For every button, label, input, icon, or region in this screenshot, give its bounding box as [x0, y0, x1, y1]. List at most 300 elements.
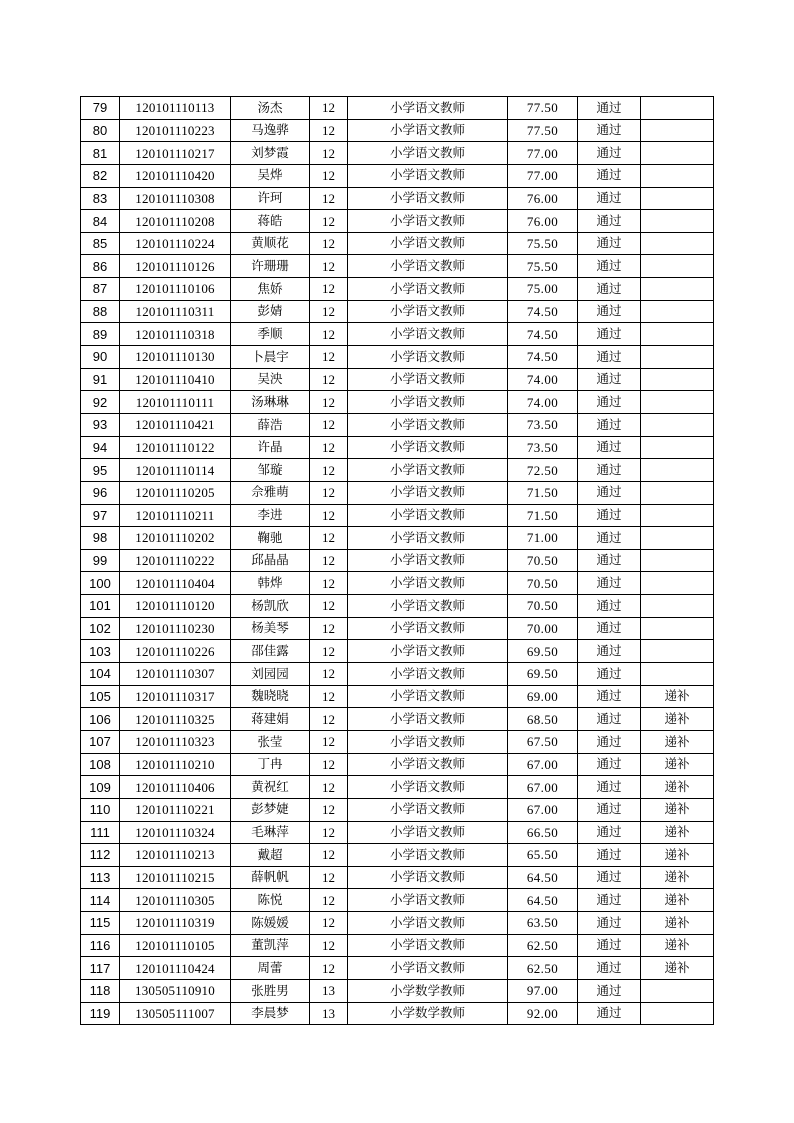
row-number-cell: 110 — [81, 798, 120, 821]
score-cell: 75.50 — [508, 255, 578, 278]
position-cell: 小学语文教师 — [348, 164, 508, 187]
post-code-cell: 12 — [310, 368, 348, 391]
post-code-cell: 12 — [310, 595, 348, 618]
result-cell: 通过 — [578, 821, 641, 844]
post-code-cell: 12 — [310, 912, 348, 935]
table-row — [81, 413, 714, 436]
score-cell: 71.50 — [508, 504, 578, 527]
table-row — [81, 708, 714, 731]
row-number-cell: 87 — [81, 278, 120, 301]
score-cell: 77.00 — [508, 142, 578, 165]
note-cell — [641, 255, 714, 278]
post-code-cell: 12 — [310, 776, 348, 799]
note-cell — [641, 97, 714, 120]
row-number-cell: 111 — [81, 821, 120, 844]
candidate-name-cell: 邱晶晶 — [231, 549, 310, 572]
post-code-cell: 12 — [310, 685, 348, 708]
candidate-id-cell: 120101110404 — [120, 572, 231, 595]
post-code-cell: 12 — [310, 572, 348, 595]
candidate-name-cell: 黄顺花 — [231, 232, 310, 255]
candidate-id-cell: 120101110217 — [120, 142, 231, 165]
candidate-name-cell: 焦娇 — [231, 278, 310, 301]
result-cell: 通过 — [578, 504, 641, 527]
note-cell — [641, 481, 714, 504]
post-code-cell: 12 — [310, 413, 348, 436]
score-cell: 75.50 — [508, 232, 578, 255]
note-cell: 递补 — [641, 776, 714, 799]
row-number-cell: 80 — [81, 119, 120, 142]
candidate-id-cell: 120101110319 — [120, 912, 231, 935]
note-cell: 递补 — [641, 889, 714, 912]
post-code-cell: 12 — [310, 866, 348, 889]
result-cell: 通过 — [578, 798, 641, 821]
score-cell: 63.50 — [508, 912, 578, 935]
result-cell: 通过 — [578, 119, 641, 142]
post-code-cell: 12 — [310, 957, 348, 980]
note-cell: 递补 — [641, 912, 714, 935]
table-row — [81, 889, 714, 912]
result-cell: 通过 — [578, 459, 641, 482]
post-code-cell: 12 — [310, 391, 348, 414]
position-cell: 小学语文教师 — [348, 346, 508, 369]
table-row — [81, 391, 714, 414]
result-cell: 通过 — [578, 1002, 641, 1025]
row-number-cell: 116 — [81, 934, 120, 957]
table-row — [81, 527, 714, 550]
candidate-id-cell: 120101110205 — [120, 481, 231, 504]
table-row — [81, 278, 714, 301]
post-code-cell: 12 — [310, 798, 348, 821]
note-cell — [641, 979, 714, 1002]
candidate-id-cell: 120101110215 — [120, 866, 231, 889]
candidate-id-cell: 120101110114 — [120, 459, 231, 482]
position-cell: 小学语文教师 — [348, 957, 508, 980]
note-cell — [641, 300, 714, 323]
table-row — [81, 934, 714, 957]
score-cell: 66.50 — [508, 821, 578, 844]
position-cell: 小学语文教师 — [348, 708, 508, 731]
position-cell: 小学语文教师 — [348, 640, 508, 663]
score-cell: 75.00 — [508, 278, 578, 301]
table-row — [81, 957, 714, 980]
note-cell — [641, 527, 714, 550]
candidate-name-cell: 邵佳露 — [231, 640, 310, 663]
note-cell — [641, 346, 714, 369]
candidate-name-cell: 汤琳琳 — [231, 391, 310, 414]
score-cell: 64.50 — [508, 866, 578, 889]
table-row — [81, 866, 714, 889]
score-cell: 73.50 — [508, 436, 578, 459]
score-cell: 69.50 — [508, 663, 578, 686]
post-code-cell: 12 — [310, 821, 348, 844]
note-cell — [641, 368, 714, 391]
table-row — [81, 821, 714, 844]
table-row — [81, 776, 714, 799]
candidate-name-cell: 张莹 — [231, 730, 310, 753]
post-code-cell: 12 — [310, 753, 348, 776]
position-cell: 小学语文教师 — [348, 866, 508, 889]
result-cell: 通过 — [578, 957, 641, 980]
result-cell: 通过 — [578, 97, 641, 120]
post-code-cell: 12 — [310, 164, 348, 187]
post-code-cell: 12 — [310, 142, 348, 165]
table-row — [81, 798, 714, 821]
position-cell: 小学语文教师 — [348, 97, 508, 120]
candidate-name-cell: 刘园园 — [231, 663, 310, 686]
score-cell: 70.50 — [508, 595, 578, 618]
row-number-cell: 104 — [81, 663, 120, 686]
position-cell: 小学语文教师 — [348, 459, 508, 482]
post-code-cell: 12 — [310, 730, 348, 753]
candidate-name-cell: 刘梦霞 — [231, 142, 310, 165]
row-number-cell: 118 — [81, 979, 120, 1002]
results-table — [80, 96, 714, 1025]
position-cell: 小学语文教师 — [348, 572, 508, 595]
row-number-cell: 82 — [81, 164, 120, 187]
candidate-id-cell: 120101110305 — [120, 889, 231, 912]
candidate-name-cell: 魏晓晓 — [231, 685, 310, 708]
row-number-cell: 85 — [81, 232, 120, 255]
table-row — [81, 142, 714, 165]
post-code-cell: 12 — [310, 300, 348, 323]
table-row — [81, 346, 714, 369]
result-cell: 通过 — [578, 595, 641, 618]
position-cell: 小学语文教师 — [348, 685, 508, 708]
position-cell: 小学语文教师 — [348, 255, 508, 278]
score-cell: 62.50 — [508, 934, 578, 957]
candidate-id-cell: 120101110307 — [120, 663, 231, 686]
candidate-name-cell: 蒋皓 — [231, 210, 310, 233]
position-cell: 小学语文教师 — [348, 119, 508, 142]
score-cell: 70.50 — [508, 549, 578, 572]
candidate-id-cell: 120101110105 — [120, 934, 231, 957]
candidate-id-cell: 120101110208 — [120, 210, 231, 233]
score-cell: 76.00 — [508, 187, 578, 210]
candidate-id-cell: 120101110106 — [120, 278, 231, 301]
table-row — [81, 730, 714, 753]
post-code-cell: 12 — [310, 346, 348, 369]
candidate-id-cell: 120101110113 — [120, 97, 231, 120]
candidate-id-cell: 120101110202 — [120, 527, 231, 550]
score-cell: 72.50 — [508, 459, 578, 482]
position-cell: 小学语文教师 — [348, 323, 508, 346]
candidate-id-cell: 120101110213 — [120, 844, 231, 867]
table-row — [81, 595, 714, 618]
position-cell: 小学语文教师 — [348, 187, 508, 210]
post-code-cell: 12 — [310, 527, 348, 550]
score-cell: 69.50 — [508, 640, 578, 663]
result-cell: 通过 — [578, 708, 641, 731]
note-cell: 递补 — [641, 934, 714, 957]
candidate-name-cell: 卜晨宇 — [231, 346, 310, 369]
candidate-name-cell: 汤杰 — [231, 97, 310, 120]
result-cell: 通过 — [578, 142, 641, 165]
position-cell: 小学数学教师 — [348, 979, 508, 1002]
table-row — [81, 844, 714, 867]
candidate-id-cell: 120101110410 — [120, 368, 231, 391]
candidate-name-cell: 蒋建娟 — [231, 708, 310, 731]
score-cell: 62.50 — [508, 957, 578, 980]
table-row — [81, 164, 714, 187]
row-number-cell: 102 — [81, 617, 120, 640]
result-cell: 通过 — [578, 617, 641, 640]
table-row — [81, 210, 714, 233]
note-cell — [641, 640, 714, 663]
row-number-cell: 83 — [81, 187, 120, 210]
score-cell: 64.50 — [508, 889, 578, 912]
table-row — [81, 1002, 714, 1025]
score-cell: 71.00 — [508, 527, 578, 550]
score-cell: 74.00 — [508, 368, 578, 391]
score-cell: 76.00 — [508, 210, 578, 233]
position-cell: 小学语文教师 — [348, 142, 508, 165]
row-number-cell: 84 — [81, 210, 120, 233]
row-number-cell: 93 — [81, 413, 120, 436]
table-row — [81, 685, 714, 708]
post-code-cell: 13 — [310, 979, 348, 1002]
row-number-cell: 100 — [81, 572, 120, 595]
candidate-name-cell: 毛琳萍 — [231, 821, 310, 844]
result-cell: 通过 — [578, 572, 641, 595]
position-cell: 小学语文教师 — [348, 595, 508, 618]
note-cell: 递补 — [641, 866, 714, 889]
candidate-name-cell: 周蕾 — [231, 957, 310, 980]
candidate-name-cell: 许珊珊 — [231, 255, 310, 278]
row-number-cell: 108 — [81, 753, 120, 776]
score-cell: 74.50 — [508, 346, 578, 369]
candidate-name-cell: 丁冉 — [231, 753, 310, 776]
candidate-name-cell: 薛浩 — [231, 413, 310, 436]
candidate-id-cell: 120101110111 — [120, 391, 231, 414]
result-cell: 通过 — [578, 187, 641, 210]
table-row — [81, 617, 714, 640]
candidate-id-cell: 120101110122 — [120, 436, 231, 459]
post-code-cell: 12 — [310, 119, 348, 142]
candidate-name-cell: 陈媛媛 — [231, 912, 310, 935]
score-cell: 71.50 — [508, 481, 578, 504]
table-row — [81, 97, 714, 120]
post-code-cell: 12 — [310, 232, 348, 255]
score-cell: 74.50 — [508, 323, 578, 346]
post-code-cell: 12 — [310, 663, 348, 686]
row-number-cell: 98 — [81, 527, 120, 550]
post-code-cell: 12 — [310, 889, 348, 912]
post-code-cell: 12 — [310, 436, 348, 459]
candidate-name-cell: 邹璇 — [231, 459, 310, 482]
position-cell: 小学语文教师 — [348, 549, 508, 572]
table-row — [81, 912, 714, 935]
candidate-name-cell: 张胜男 — [231, 979, 310, 1002]
score-cell: 67.00 — [508, 753, 578, 776]
note-cell: 递补 — [641, 708, 714, 731]
candidate-name-cell: 杨美琴 — [231, 617, 310, 640]
note-cell — [641, 391, 714, 414]
candidate-id-cell: 120101110323 — [120, 730, 231, 753]
row-number-cell: 106 — [81, 708, 120, 731]
candidate-id-cell: 120101110223 — [120, 119, 231, 142]
row-number-cell: 92 — [81, 391, 120, 414]
score-cell: 68.50 — [508, 708, 578, 731]
note-cell — [641, 617, 714, 640]
candidate-name-cell: 薛帆帆 — [231, 866, 310, 889]
note-cell: 递补 — [641, 821, 714, 844]
post-code-cell: 12 — [310, 278, 348, 301]
result-cell: 通过 — [578, 889, 641, 912]
score-cell: 70.00 — [508, 617, 578, 640]
row-number-cell: 79 — [81, 97, 120, 120]
position-cell: 小学语文教师 — [348, 413, 508, 436]
post-code-cell: 12 — [310, 323, 348, 346]
result-cell: 通过 — [578, 776, 641, 799]
candidate-id-cell: 120101110311 — [120, 300, 231, 323]
score-cell: 77.50 — [508, 119, 578, 142]
table-row — [81, 481, 714, 504]
result-cell: 通过 — [578, 640, 641, 663]
results-table-body — [81, 97, 714, 1025]
score-cell: 67.00 — [508, 776, 578, 799]
candidate-id-cell: 130505110910 — [120, 979, 231, 1002]
result-cell: 通过 — [578, 912, 641, 935]
post-code-cell: 12 — [310, 255, 348, 278]
post-code-cell: 12 — [310, 934, 348, 957]
note-cell: 递补 — [641, 685, 714, 708]
position-cell: 小学语文教师 — [348, 527, 508, 550]
result-cell: 通过 — [578, 436, 641, 459]
note-cell — [641, 1002, 714, 1025]
candidate-id-cell: 120101110126 — [120, 255, 231, 278]
result-cell: 通过 — [578, 844, 641, 867]
row-number-cell: 117 — [81, 957, 120, 980]
result-cell: 通过 — [578, 663, 641, 686]
row-number-cell: 107 — [81, 730, 120, 753]
candidate-id-cell: 120101110224 — [120, 232, 231, 255]
score-cell: 69.00 — [508, 685, 578, 708]
candidate-id-cell: 120101110406 — [120, 776, 231, 799]
candidate-name-cell: 李晨梦 — [231, 1002, 310, 1025]
result-cell: 通过 — [578, 300, 641, 323]
candidate-id-cell: 120101110226 — [120, 640, 231, 663]
result-cell: 通过 — [578, 346, 641, 369]
result-cell: 通过 — [578, 481, 641, 504]
row-number-cell: 94 — [81, 436, 120, 459]
score-cell: 74.50 — [508, 300, 578, 323]
result-cell: 通过 — [578, 979, 641, 1002]
position-cell: 小学语文教师 — [348, 391, 508, 414]
result-cell: 通过 — [578, 164, 641, 187]
score-cell: 97.00 — [508, 979, 578, 1002]
position-cell: 小学语文教师 — [348, 663, 508, 686]
candidate-name-cell: 许珂 — [231, 187, 310, 210]
score-cell: 70.50 — [508, 572, 578, 595]
result-cell: 通过 — [578, 232, 641, 255]
table-row — [81, 300, 714, 323]
note-cell — [641, 278, 714, 301]
table-row — [81, 753, 714, 776]
candidate-id-cell: 120101110211 — [120, 504, 231, 527]
table-row — [81, 572, 714, 595]
note-cell — [641, 663, 714, 686]
score-cell: 73.50 — [508, 413, 578, 436]
candidate-id-cell: 120101110324 — [120, 821, 231, 844]
candidate-name-cell: 吴泱 — [231, 368, 310, 391]
candidate-name-cell: 佘雅萌 — [231, 481, 310, 504]
candidate-id-cell: 120101110221 — [120, 798, 231, 821]
table-row — [81, 232, 714, 255]
candidate-id-cell: 120101110230 — [120, 617, 231, 640]
candidate-name-cell: 吴烨 — [231, 164, 310, 187]
candidate-name-cell: 黄祝红 — [231, 776, 310, 799]
post-code-cell: 12 — [310, 481, 348, 504]
note-cell — [641, 436, 714, 459]
position-cell: 小学语文教师 — [348, 481, 508, 504]
candidate-id-cell: 130505111007 — [120, 1002, 231, 1025]
row-number-cell: 89 — [81, 323, 120, 346]
score-cell: 65.50 — [508, 844, 578, 867]
row-number-cell: 97 — [81, 504, 120, 527]
row-number-cell: 115 — [81, 912, 120, 935]
position-cell: 小学语文教师 — [348, 753, 508, 776]
note-cell — [641, 187, 714, 210]
table-row — [81, 323, 714, 346]
candidate-id-cell: 120101110325 — [120, 708, 231, 731]
candidate-name-cell: 鞠驰 — [231, 527, 310, 550]
candidate-name-cell: 马逸骅 — [231, 119, 310, 142]
note-cell — [641, 504, 714, 527]
note-cell — [641, 595, 714, 618]
position-cell: 小学语文教师 — [348, 821, 508, 844]
candidate-id-cell: 120101110424 — [120, 957, 231, 980]
candidate-id-cell: 120101110317 — [120, 685, 231, 708]
candidate-id-cell: 120101110421 — [120, 413, 231, 436]
candidate-id-cell: 120101110308 — [120, 187, 231, 210]
row-number-cell: 112 — [81, 844, 120, 867]
result-cell: 通过 — [578, 278, 641, 301]
candidate-name-cell: 戴超 — [231, 844, 310, 867]
post-code-cell: 12 — [310, 617, 348, 640]
score-cell: 67.00 — [508, 798, 578, 821]
position-cell: 小学语文教师 — [348, 730, 508, 753]
post-code-cell: 12 — [310, 187, 348, 210]
row-number-cell: 81 — [81, 142, 120, 165]
table-row — [81, 979, 714, 1002]
candidate-id-cell: 120101110210 — [120, 753, 231, 776]
table-row — [81, 119, 714, 142]
result-cell: 通过 — [578, 730, 641, 753]
table-row — [81, 640, 714, 663]
position-cell: 小学语文教师 — [348, 278, 508, 301]
score-cell: 77.50 — [508, 97, 578, 120]
result-cell: 通过 — [578, 527, 641, 550]
note-cell — [641, 142, 714, 165]
candidate-id-cell: 120101110420 — [120, 164, 231, 187]
note-cell — [641, 210, 714, 233]
candidate-name-cell: 董凯萍 — [231, 934, 310, 957]
post-code-cell: 12 — [310, 459, 348, 482]
candidate-name-cell: 陈悦 — [231, 889, 310, 912]
candidate-name-cell: 杨凯欣 — [231, 595, 310, 618]
position-cell: 小学语文教师 — [348, 844, 508, 867]
post-code-cell: 12 — [310, 210, 348, 233]
note-cell — [641, 549, 714, 572]
candidate-id-cell: 120101110130 — [120, 346, 231, 369]
note-cell: 递补 — [641, 844, 714, 867]
result-cell: 通过 — [578, 413, 641, 436]
position-cell: 小学语文教师 — [348, 436, 508, 459]
position-cell: 小学语文教师 — [348, 210, 508, 233]
candidate-name-cell: 韩烨 — [231, 572, 310, 595]
row-number-cell: 109 — [81, 776, 120, 799]
note-cell — [641, 413, 714, 436]
